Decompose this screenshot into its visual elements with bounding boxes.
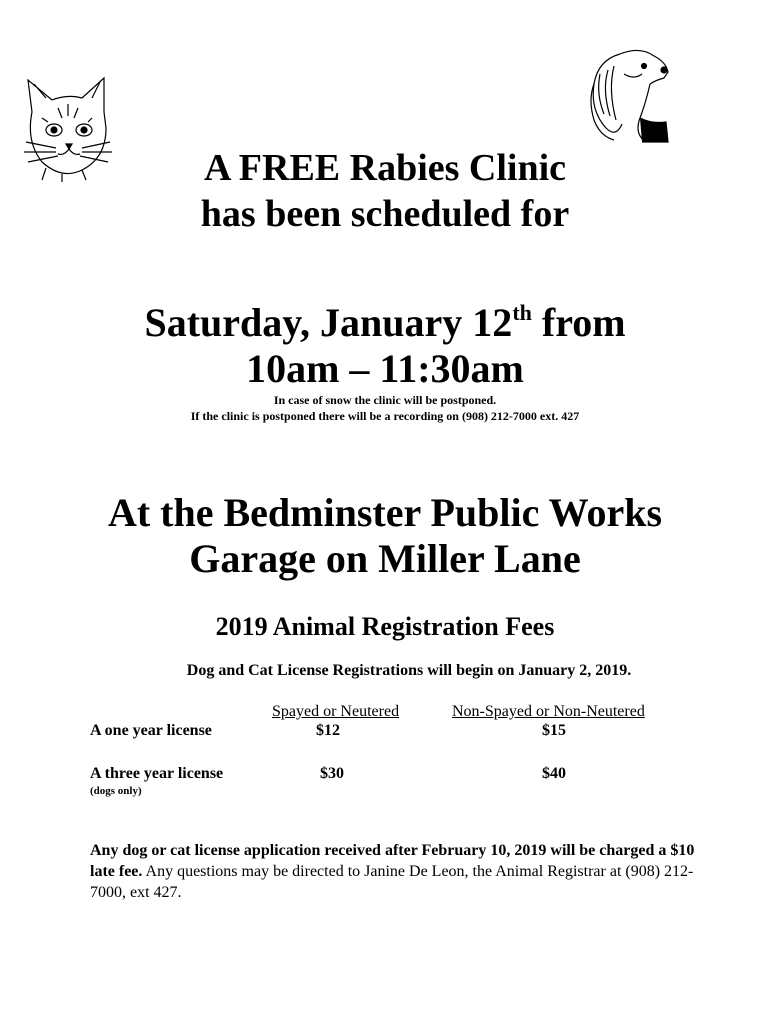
dog-illustration [580, 44, 672, 144]
column-header-non-spayed: Non-Spayed or Non-Neutered [452, 703, 645, 720]
fees-intro: Dog and Cat License Registrations will begin on January 2, 2019. [186, 662, 632, 679]
column-header-spayed: Spayed or Neutered [272, 703, 400, 720]
location-line-2: Garage on Miller Lane [189, 536, 581, 581]
headline-line-2: has been scheduled for [200, 193, 570, 235]
date-from: from [531, 300, 626, 345]
headline-line-1: A FREE Rabies Clinic [203, 147, 567, 189]
late-fee-paragraph [90, 840, 720, 903]
fee-one-year-spayed: $12 [316, 722, 340, 739]
row-label-three-year: A three year license [90, 765, 224, 782]
row-note-dogs-only: (dogs only) [90, 785, 142, 797]
recording-notice: If the clinic is postponed there will be a recording on (908) 212-7000 ext. 427 [190, 409, 580, 423]
row-label-one-year: A one year license [90, 722, 212, 739]
registrar-contact: Any questions may be directed to Janine De Leon, the Animal Registrar at (908) 212-7000, ext 427. [90, 863, 694, 901]
date-suffix: th [512, 300, 532, 325]
fees-title: 2019 Animal Registration Fees [215, 612, 555, 641]
fee-one-year-non-spayed: $15 [542, 722, 566, 739]
clinic-date [0, 300, 770, 346]
location-line-1: At the Bedminster Public Works [107, 490, 663, 535]
fee-three-year-non-spayed: $40 [542, 765, 566, 782]
late-fee-warning: Any dog or cat license application received after February 10, 2019 will be charged a $10 late fee. [90, 842, 695, 880]
clinic-time: 10am – 11:30am [246, 346, 524, 391]
snow-notice: In case of snow the clinic will be postponed. [273, 393, 497, 407]
date-text: Saturday, January 12 [144, 300, 513, 345]
fee-three-year-spayed: $30 [320, 765, 344, 782]
